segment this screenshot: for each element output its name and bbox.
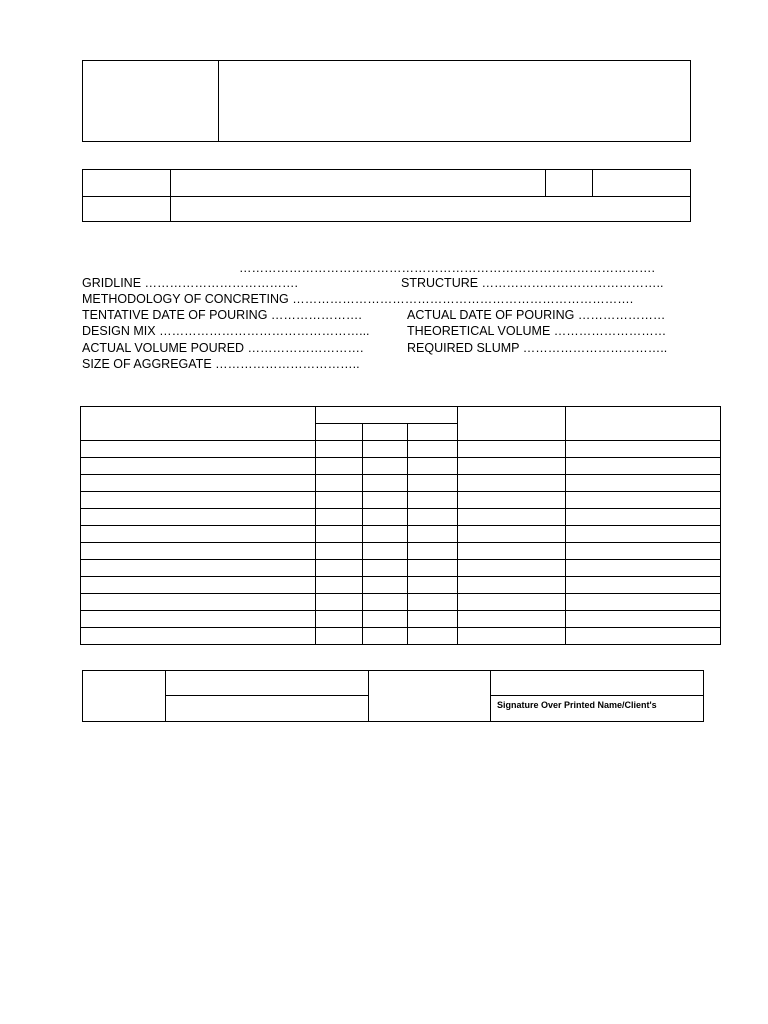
table-cell[interactable]	[458, 543, 566, 560]
design-mix-field[interactable]: DESIGN MIX …………………………………………...	[82, 324, 370, 338]
table-cell[interactable]	[566, 441, 721, 458]
table-cell[interactable]	[458, 577, 566, 594]
top-dotted-line[interactable]: ……………………………………………………………………………………….	[239, 261, 655, 275]
table-cell[interactable]	[81, 492, 316, 509]
table-cell[interactable]	[316, 577, 363, 594]
table-row	[81, 611, 721, 628]
table-cell[interactable]	[566, 594, 721, 611]
table-row	[81, 594, 721, 611]
table-cell[interactable]	[566, 577, 721, 594]
table-cell[interactable]	[408, 441, 458, 458]
table-cell[interactable]	[316, 560, 363, 577]
table-cell[interactable]	[316, 526, 363, 543]
table-cell[interactable]	[316, 492, 363, 509]
table-row	[81, 526, 721, 543]
table-cell[interactable]	[408, 475, 458, 492]
table-row	[81, 560, 721, 577]
table-row	[81, 475, 721, 492]
table-cell[interactable]	[458, 611, 566, 628]
table-cell[interactable]	[363, 628, 408, 645]
tentative-date-field[interactable]: TENTATIVE DATE OF POURING ………………….	[82, 308, 362, 322]
records-subheader-cell	[316, 424, 363, 441]
table-cell[interactable]	[408, 611, 458, 628]
table-row	[81, 509, 721, 526]
table-cell[interactable]	[316, 458, 363, 475]
header-logo-cell	[83, 61, 219, 142]
project-info-table	[82, 169, 691, 222]
table-cell[interactable]	[408, 526, 458, 543]
table-cell[interactable]	[566, 628, 721, 645]
table-cell[interactable]	[81, 475, 316, 492]
table-cell[interactable]	[363, 492, 408, 509]
table-cell[interactable]	[316, 475, 363, 492]
structure-field[interactable]: STRUCTURE ……………………………………..	[401, 276, 664, 290]
table-cell[interactable]	[363, 577, 408, 594]
table-cell[interactable]	[81, 594, 316, 611]
table-cell[interactable]	[566, 560, 721, 577]
signature-name-cell[interactable]	[166, 671, 369, 696]
actual-volume-field[interactable]: ACTUAL VOLUME POURED ……………………….	[82, 341, 364, 355]
table-cell[interactable]	[566, 526, 721, 543]
table-cell[interactable]	[363, 441, 408, 458]
project-label-cell	[83, 170, 171, 197]
methodology-field[interactable]: METHODOLOGY OF CONCRETING ……………………………………………………………………….	[82, 292, 634, 306]
gridline-field[interactable]: GRIDLINE ……………………………….	[82, 276, 298, 290]
table-cell[interactable]	[566, 509, 721, 526]
signature-middle-cell	[369, 671, 491, 722]
table-cell[interactable]	[458, 560, 566, 577]
table-row	[81, 628, 721, 645]
table-cell[interactable]	[363, 509, 408, 526]
table-cell[interactable]	[81, 611, 316, 628]
records-subheader-cell	[408, 424, 458, 441]
records-header-cell	[566, 407, 721, 441]
table-row	[81, 543, 721, 560]
required-slump-field[interactable]: REQUIRED SLUMP ……………………………..	[407, 341, 668, 355]
table-cell[interactable]	[363, 611, 408, 628]
number-value-cell	[593, 170, 691, 197]
table-row	[81, 492, 721, 509]
table-cell[interactable]	[363, 526, 408, 543]
signature-label-cell	[83, 671, 166, 722]
records-header-group-cell	[316, 407, 458, 424]
table-cell[interactable]	[363, 458, 408, 475]
header-table	[82, 60, 691, 142]
number-label-cell	[546, 170, 593, 197]
location-label-cell	[83, 197, 171, 222]
header-title-cell	[219, 61, 691, 142]
table-cell[interactable]	[81, 509, 316, 526]
project-value-cell	[171, 170, 546, 197]
table-row	[81, 441, 721, 458]
location-value-cell	[171, 197, 691, 222]
table-cell[interactable]	[408, 509, 458, 526]
table-cell[interactable]	[408, 560, 458, 577]
table-cell[interactable]	[566, 492, 721, 509]
table-cell[interactable]	[458, 594, 566, 611]
table-cell[interactable]	[408, 577, 458, 594]
records-header-cell	[458, 407, 566, 441]
table-cell[interactable]	[458, 509, 566, 526]
table-cell[interactable]	[458, 441, 566, 458]
records-header-cell	[81, 407, 316, 441]
table-cell[interactable]	[458, 475, 566, 492]
table-cell[interactable]	[316, 611, 363, 628]
table-cell[interactable]	[316, 594, 363, 611]
table-cell[interactable]	[316, 628, 363, 645]
client-signature-label: Signature Over Printed Name/Client's	[491, 696, 704, 722]
table-cell[interactable]	[316, 509, 363, 526]
table-cell[interactable]	[566, 543, 721, 560]
table-cell[interactable]	[81, 628, 316, 645]
signature-table	[82, 670, 704, 722]
table-cell[interactable]	[363, 543, 408, 560]
theoretical-volume-field[interactable]: THEORETICAL VOLUME ………………………	[407, 324, 667, 338]
table-cell[interactable]	[316, 543, 363, 560]
records-table	[80, 406, 721, 645]
table-cell[interactable]	[316, 441, 363, 458]
table-cell[interactable]	[458, 628, 566, 645]
table-cell[interactable]	[408, 458, 458, 475]
table-cell[interactable]	[458, 526, 566, 543]
table-cell[interactable]	[363, 560, 408, 577]
table-cell[interactable]	[81, 458, 316, 475]
records-subheader-cell	[363, 424, 408, 441]
table-cell[interactable]	[408, 628, 458, 645]
table-cell[interactable]	[81, 526, 316, 543]
table-cell[interactable]	[566, 611, 721, 628]
table-cell[interactable]	[458, 492, 566, 509]
table-cell[interactable]	[81, 441, 316, 458]
table-cell[interactable]	[363, 475, 408, 492]
aggregate-size-field[interactable]: SIZE OF AGGREGATE ……………………………..	[82, 357, 360, 371]
table-row	[81, 577, 721, 594]
table-cell[interactable]	[363, 594, 408, 611]
actual-date-field[interactable]: ACTUAL DATE OF POURING …………………	[407, 308, 666, 322]
table-cell[interactable]	[81, 560, 316, 577]
table-cell[interactable]	[408, 492, 458, 509]
table-cell[interactable]	[566, 458, 721, 475]
table-cell[interactable]	[408, 594, 458, 611]
table-cell[interactable]	[81, 577, 316, 594]
client-signature-cell[interactable]	[491, 671, 704, 696]
table-cell[interactable]	[408, 543, 458, 560]
table-cell[interactable]	[81, 543, 316, 560]
signature-date-cell[interactable]	[166, 696, 369, 722]
table-cell[interactable]	[458, 458, 566, 475]
table-row	[81, 458, 721, 475]
table-cell[interactable]	[566, 475, 721, 492]
